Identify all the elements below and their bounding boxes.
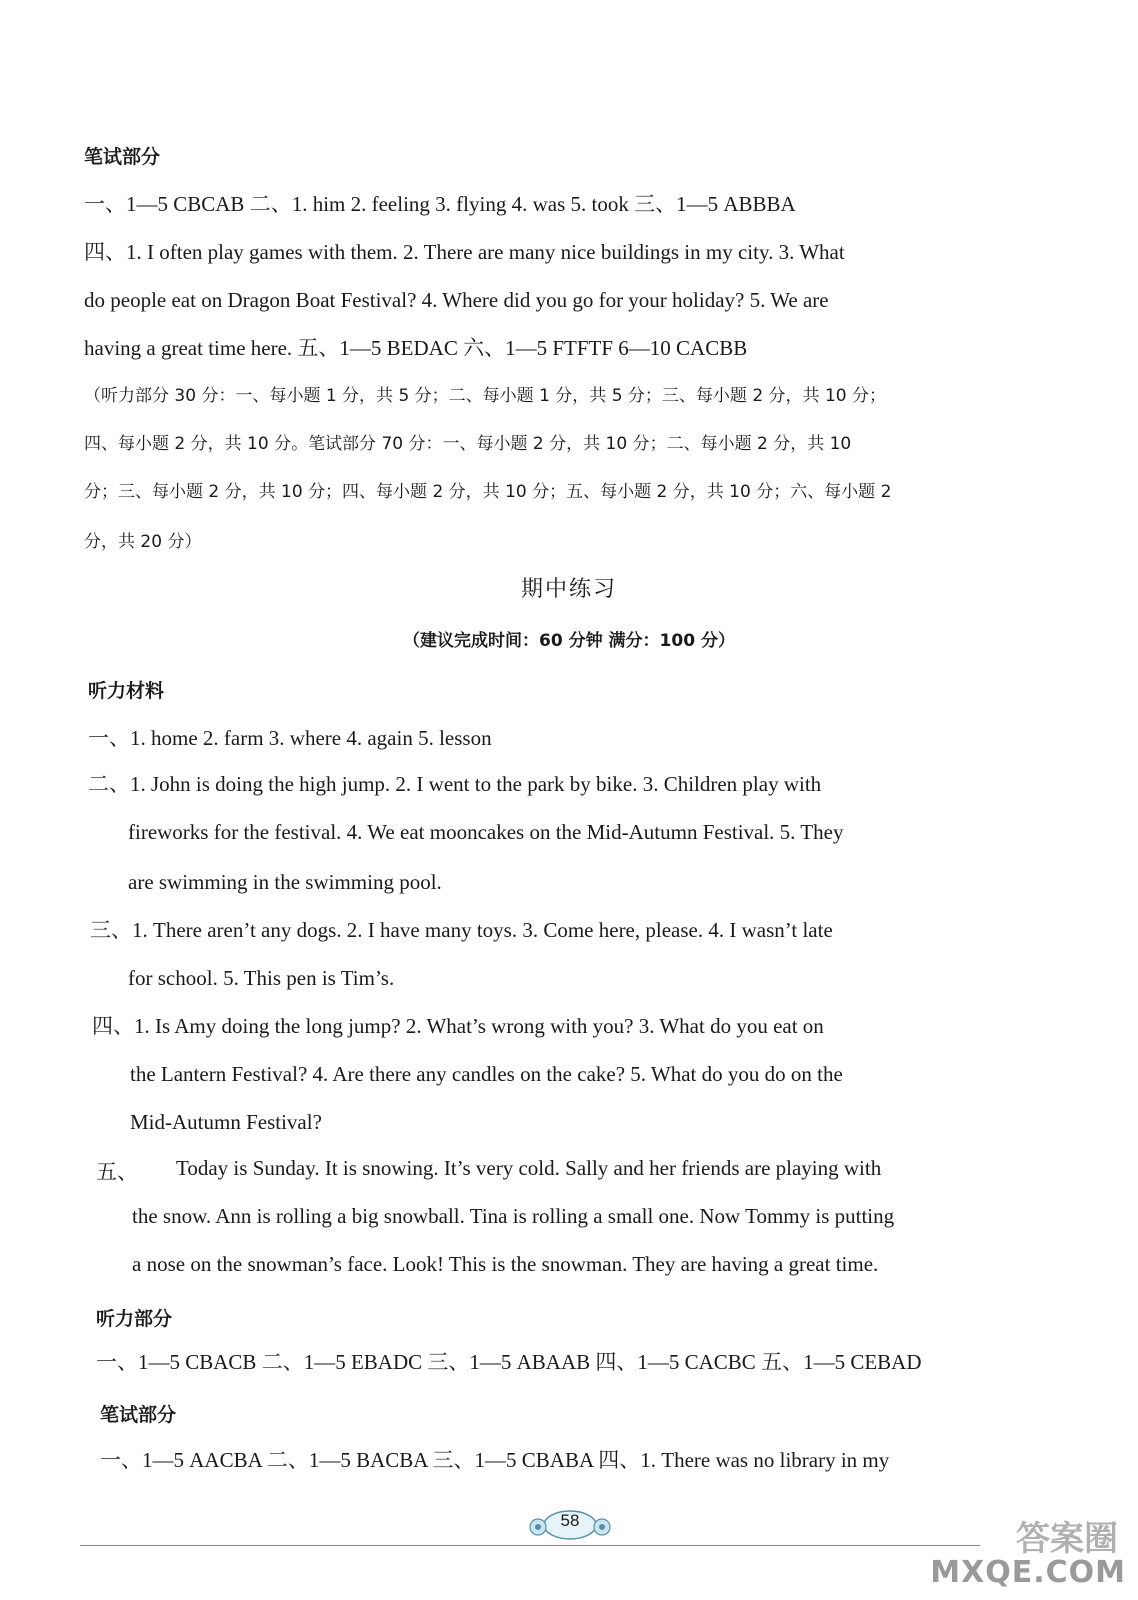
material-line: fireworks for the festival. 4. We eat mooncakes on the Mid-Autumn Festival. 5. They [128,820,844,844]
score-note: 分；三、每小题 2 分，共 10 分；四、每小题 2 分，共 10 分；五、每小题 2 分，共 10 分；六、每小题 2 [84,482,892,502]
material-label: 五、 [96,1160,138,1184]
page-number: 58 [560,1511,580,1530]
material-line: 三、1. There aren’t any dogs. 2. I have many toys. 3. Come here, please. 4. I wasn’t late [90,918,833,942]
material-line: 四、1. Is Amy doing the long jump? 2. What’s wrong with you? 3. What do you eat on [92,1014,824,1038]
page-title: 期中练习 [520,577,617,602]
answer-line: 四、1. I often play games with them. 2. There are many nice buildings in my city. 3. What [84,240,845,264]
material-line: are swimming in the swimming pool. [128,870,442,894]
score-note: 四、每小题 2 分，共 10 分。笔试部分 70 分：一、每小题 2 分，共 10 分；二、每小题 2 分，共 10 [84,434,852,454]
answer-line: do people eat on Dragon Boat Festival? 4. Where did you go for your holiday? 5. We are [84,288,829,312]
page-subtitle: （建议完成时间：60 分钟 满分：100 分） [403,631,735,651]
answer-line: 一、1—5 CBACB 二、1—5 EBADC 三、1—5 ABAAB 四、1—5 CACBC 五、1—5 CEBAD [96,1350,922,1374]
material-line: 一、1. home 2. farm 3. where 4. again 5. lesson [88,726,492,750]
section-heading-listening: 听力部分 [96,1308,173,1330]
score-note: 分，共 20 分） [84,532,202,552]
material-line: Today is Sunday. It is snowing. It’s very cold. Sally and her friends are playing with [176,1156,882,1180]
watermark-url: MXQE.COM [930,1555,1126,1590]
material-line: the snow. Ann is rolling a big snowball. Tina is rolling a small one. Now Tommy is putting [132,1204,895,1228]
score-note: （听力部分 30 分：一、每小题 1 分，共 5 分；二、每小题 1 分，共 5 分；三、每小题 2 分，共 10 分； [84,386,886,406]
answer-line: having a great time here. 五、1—5 BEDAC 六、1—5 FTFTF 6—10 CACBB [84,336,748,360]
footer-divider [80,1545,980,1546]
material-line: the Lantern Festival? 4. Are there any candles on the cake? 5. What do you do on the [130,1062,843,1086]
material-line: a nose on the snowman’s face. Look! This is the snowman. They are having a great time. [132,1252,879,1276]
answer-line: 一、1—5 CBCAB 二、1. him 2. feeling 3. flying 4. was 5. took 三、1—5 ABBBA [84,192,796,216]
material-line: for school. 5. This pen is Tim’s. [128,966,395,990]
material-line: Mid-Autumn Festival? [130,1110,322,1134]
section-heading-listening-material: 听力材料 [88,680,165,702]
section-heading-written: 笔试部分 [84,146,161,168]
watermark-logo: 答案圈 [1016,1519,1118,1559]
material-line: 二、1. John is doing the high jump. 2. I went to the park by bike. 3. Children play with [88,772,822,796]
section-heading-written: 笔试部分 [100,1404,177,1426]
answer-line: 一、1—5 AACBA 二、1—5 BACBA 三、1—5 CBABA 四、1. There was no library in my [100,1448,890,1472]
